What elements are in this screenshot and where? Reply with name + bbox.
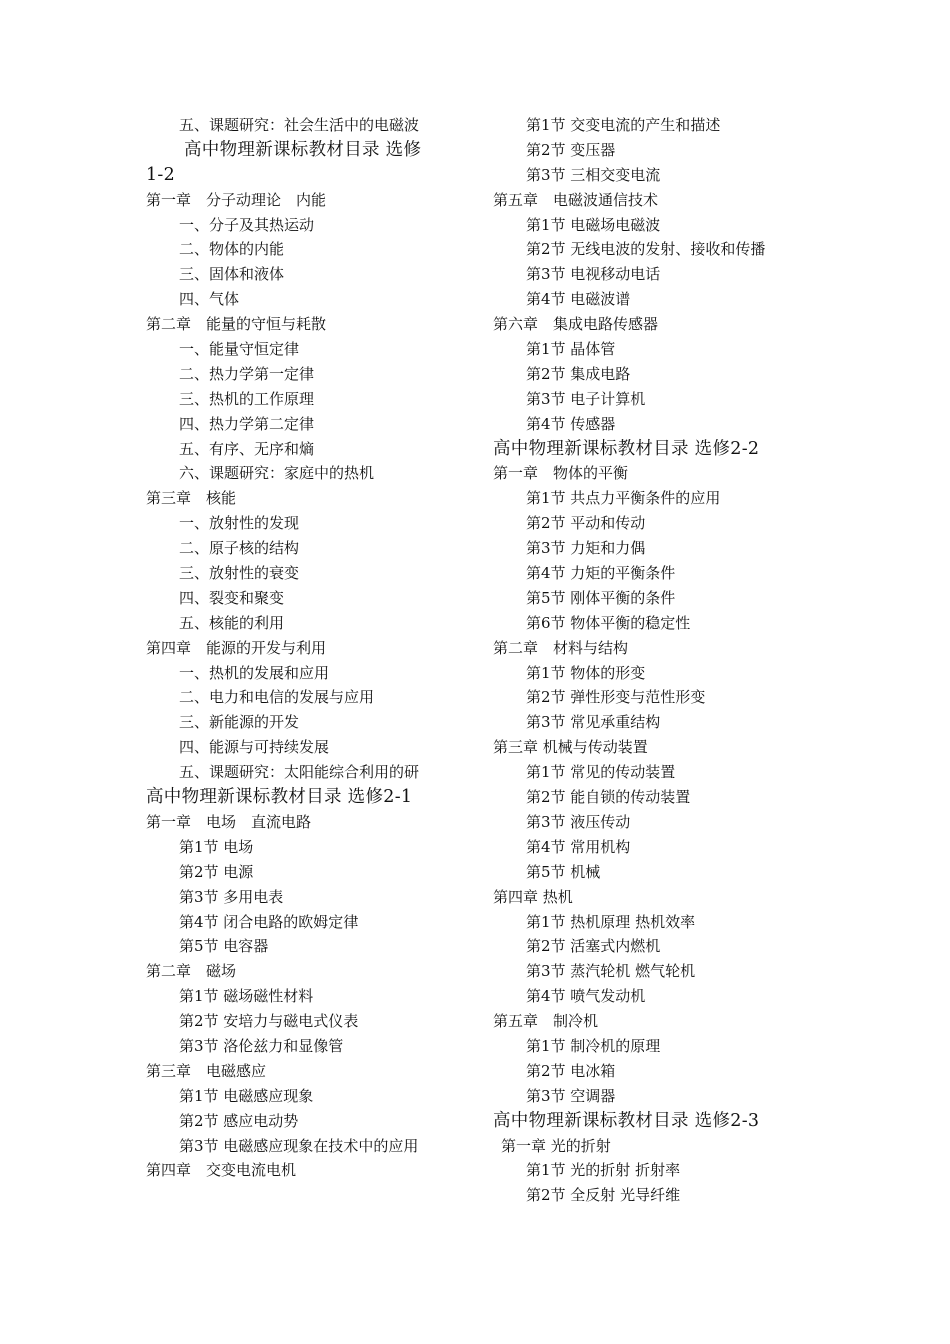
section-title: 高中物理新课标教材目录 选修 bbox=[184, 139, 422, 160]
section-title: 高中物理新课标教材目录 选修2-1 bbox=[146, 787, 413, 808]
chapter-heading: 第四章 热机 bbox=[493, 887, 573, 906]
toc-item: 第2节 活塞式内燃机 bbox=[526, 937, 661, 956]
toc-item: 五、课题研究：太阳能综合利用的研 bbox=[179, 763, 420, 782]
chapter-heading: 第四章 能源的开发与利用 bbox=[146, 638, 327, 657]
toc-item: 一、热机的发展和应用 bbox=[179, 663, 330, 682]
toc-item: 三、热机的工作原理 bbox=[179, 389, 315, 408]
chapter-heading: 第一章 分子动理论 内能 bbox=[146, 190, 327, 209]
toc-item: 第3节 液压传动 bbox=[526, 812, 631, 831]
toc-item: 第3节 空调器 bbox=[526, 1086, 616, 1105]
toc-item: 第3节 常见承重结构 bbox=[526, 713, 661, 732]
toc-item: 第4节 闭合电路的欧姆定律 bbox=[179, 912, 359, 931]
toc-item: 第2节 感应电动势 bbox=[179, 1111, 299, 1130]
chapter-heading: 第一章 电场 直流电路 bbox=[146, 812, 312, 831]
toc-item: 第2节 电冰箱 bbox=[526, 1061, 616, 1080]
chapter-heading: 第三章 电磁感应 bbox=[146, 1061, 267, 1080]
toc-item: 第6节 物体平衡的稳定性 bbox=[526, 613, 691, 632]
toc-item: 第2节 集成电路 bbox=[526, 364, 631, 383]
toc-item: 六、课题研究：家庭中的热机 bbox=[179, 464, 375, 483]
toc-item: 三、固体和液体 bbox=[179, 265, 285, 284]
toc-item: 第1节 共点力平衡条件的应用 bbox=[526, 489, 721, 508]
chapter-heading: 第五章 电磁波通信技术 bbox=[493, 190, 659, 209]
toc-item: 第2节 无线电波的发射、接收和传播 bbox=[526, 240, 766, 259]
toc-item: 第1节 常见的传动装置 bbox=[526, 763, 676, 782]
toc-item: 三、新能源的开发 bbox=[179, 713, 300, 732]
toc-item: 第2节 弹性形变与范性形变 bbox=[526, 688, 706, 707]
toc-item: 第2节 全反射 光导纤维 bbox=[526, 1186, 681, 1205]
toc-item: 第2节 能自锁的传动装置 bbox=[526, 788, 691, 807]
toc-item: 第4节 传感器 bbox=[526, 414, 616, 433]
toc-item: 第1节 电磁感应现象 bbox=[179, 1086, 314, 1105]
toc-item: 第1节 晶体管 bbox=[526, 340, 616, 359]
chapter-heading: 第二章 磁场 bbox=[146, 962, 237, 981]
chapter-heading: 第一章 物体的平衡 bbox=[493, 464, 629, 483]
toc-item: 第1节 制冷机的原理 bbox=[526, 1036, 661, 1055]
toc-item: 第3节 电子计算机 bbox=[526, 389, 646, 408]
toc-item: 第4节 常用机构 bbox=[526, 837, 631, 856]
toc-item: 第4节 喷气发动机 bbox=[526, 987, 646, 1006]
toc-item: 第2节 安培力与磁电式仪表 bbox=[179, 1012, 359, 1031]
toc-item: 三、放射性的衰变 bbox=[179, 564, 300, 583]
toc-item: 第3节 三相交变电流 bbox=[526, 165, 661, 184]
toc-item: 五、课题研究：社会生活中的电磁波 bbox=[179, 116, 420, 134]
toc-item: 二、物体的内能 bbox=[179, 240, 285, 259]
toc-item: 第3节 洛伦兹力和显像管 bbox=[179, 1036, 344, 1055]
toc-item: 第4节 电磁波谱 bbox=[526, 290, 631, 309]
toc-item: 第1节 磁场磁性材料 bbox=[179, 987, 314, 1006]
chapter-heading: 第三章 核能 bbox=[146, 489, 237, 508]
toc-item: 第5节 刚体平衡的条件 bbox=[526, 588, 676, 607]
toc-item: 一、能量守恒定律 bbox=[179, 340, 300, 359]
chapter-heading: 第一章 光的折射 bbox=[501, 1136, 611, 1155]
toc-item: 第3节 蒸汽轮机 燃气轮机 bbox=[526, 962, 696, 981]
toc-item: 第3节 电磁感应现象在技术中的应用 bbox=[179, 1136, 419, 1155]
section-title: 高中物理新课标教材目录 选修2-2 bbox=[493, 438, 760, 459]
toc-item: 第1节 热机原理 热机效率 bbox=[526, 912, 696, 931]
toc-item: 一、分子及其热运动 bbox=[179, 215, 315, 234]
toc-item: 第3节 多用电表 bbox=[179, 887, 284, 906]
toc-item: 第5节 机械 bbox=[526, 862, 601, 881]
section-title: 高中物理新课标教材目录 选修2-3 bbox=[493, 1110, 760, 1131]
toc-item: 四、热力学第二定律 bbox=[179, 414, 315, 433]
toc-item: 第1节 光的折射 折射率 bbox=[526, 1161, 681, 1180]
toc-item: 一、放射性的发现 bbox=[179, 514, 300, 533]
toc-item: 第1节 电场 bbox=[179, 837, 254, 856]
toc-item: 第5节 电容器 bbox=[179, 937, 269, 956]
toc-item: 二、热力学第一定律 bbox=[179, 364, 315, 383]
chapter-heading: 第二章 能量的守恒与耗散 bbox=[146, 315, 327, 334]
toc-item: 五、核能的利用 bbox=[179, 613, 285, 632]
toc-item: 四、裂变和聚变 bbox=[179, 588, 285, 607]
toc-item: 二、电力和电信的发展与应用 bbox=[179, 688, 375, 707]
toc-item: 第2节 电源 bbox=[179, 862, 254, 881]
left-column bbox=[146, 113, 476, 1183]
toc-item: 第2节 平动和传动 bbox=[526, 514, 646, 533]
chapter-heading: 第五章 制冷机 bbox=[493, 1012, 599, 1031]
toc-item: 第2节 变压器 bbox=[526, 140, 616, 159]
chapter-heading: 第二章 材料与结构 bbox=[493, 638, 629, 657]
toc-item: 四、气体 bbox=[179, 290, 240, 309]
toc-item: 第1节 交变电流的产生和描述 bbox=[526, 116, 721, 134]
toc-item: 第3节 电视移动电话 bbox=[526, 265, 661, 284]
chapter-heading: 第四章 交变电流电机 bbox=[146, 1161, 297, 1180]
toc-item: 二、原子核的结构 bbox=[179, 539, 300, 558]
toc-item: 四、能源与可持续发展 bbox=[179, 738, 330, 757]
toc-item: 第4节 力矩的平衡条件 bbox=[526, 564, 676, 583]
toc-item: 第1节 电磁场电磁波 bbox=[526, 215, 661, 234]
chapter-heading: 第六章 集成电路传感器 bbox=[493, 315, 659, 334]
toc-item: 五、有序、无序和熵 bbox=[179, 439, 315, 458]
toc-item: 第3节 力矩和力偶 bbox=[526, 539, 646, 558]
toc-item: 第1节 物体的形变 bbox=[526, 663, 646, 682]
chapter-heading: 第三章 机械与传动装置 bbox=[493, 738, 648, 757]
right-column bbox=[493, 113, 823, 1208]
section-title: 1-2 bbox=[146, 164, 176, 185]
